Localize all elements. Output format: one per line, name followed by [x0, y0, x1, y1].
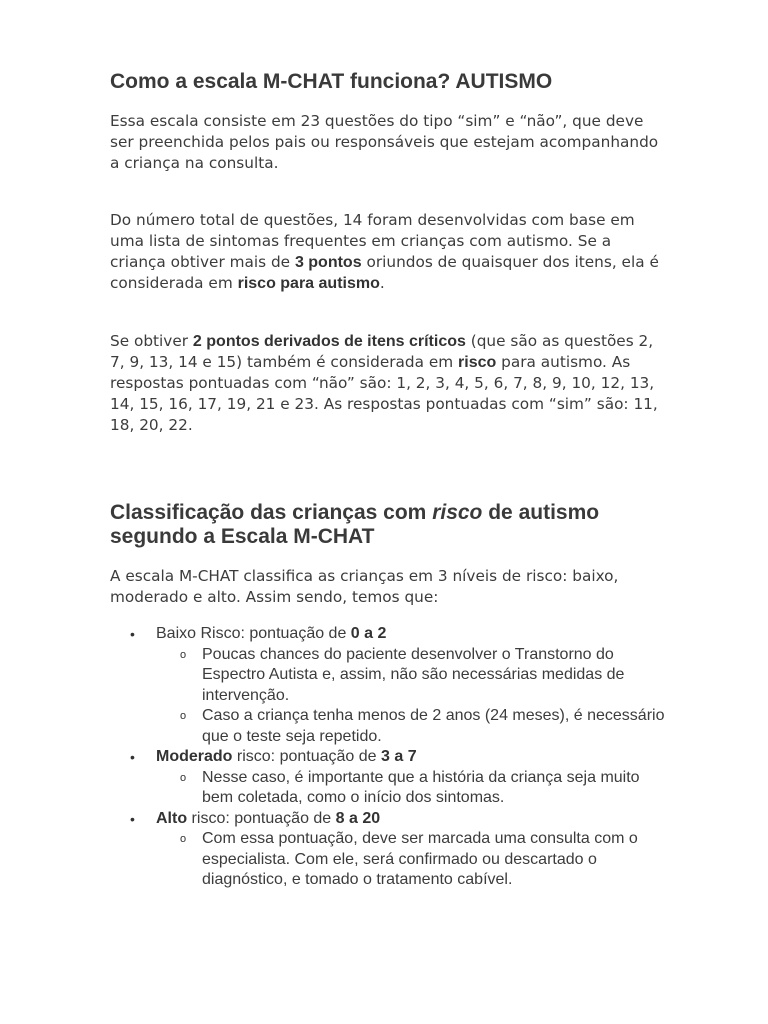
critical-text-e: para autismo. As respostas pontuadas com “não” são: 1, 2, 3, 4, 5, 6, 7, 8, 9, 10, 12, 13, 14, 15, 16, 17, 19, 21 e 23. As respostas pontuadas com “sim” são: 11, 18, 20, 22. — [110, 353, 658, 434]
sub-list-item — [130, 829, 670, 891]
risk-levels-list — [130, 624, 670, 891]
level-name: Alto — [156, 809, 188, 827]
circle-bullet-icon: o — [180, 648, 187, 661]
section-heading-italic: risco — [432, 501, 483, 524]
circle-bullet-icon: o — [180, 710, 187, 722]
level-text: risco: pontuação de — [232, 748, 381, 765]
level-range: 8 a 20 — [335, 809, 381, 827]
sub-list-item — [130, 706, 670, 747]
level-range: 0 a 2 — [350, 625, 387, 642]
criteria-text-a: Do número total de questões, 14 foram desenvolvidas com base em uma lista de sintomas frequentes em crianças com autismo. Se a criança obtiver mais de — [110, 211, 635, 271]
criteria-paragraph — [110, 210, 660, 294]
criteria-text-e: . — [379, 274, 385, 292]
section-heading-a: Classificação das crianças com — [110, 501, 433, 524]
criteria-bold-risk: risco para autismo — [237, 275, 380, 292]
circle-bullet-icon: o — [180, 833, 187, 845]
bullet-icon: • — [130, 626, 135, 642]
level-note: Nesse caso, é importante que a história da criança seja muito bem coletada, como o início dos sintomas. — [202, 768, 640, 806]
classification-intro: A escala M-CHAT classifica as crianças em 3 níveis de risco: baixo, moderado e alto. Assim sendo, temos que: — [110, 567, 619, 606]
sub-list-item — [130, 768, 670, 809]
criteria-bold-points: 3 pontos — [294, 254, 362, 271]
criteria-text-c: oriundos de quaisquer dos itens, ela é considerada em — [110, 253, 659, 292]
critical-bold-points: 2 pontos derivados de itens críticos — [192, 333, 466, 350]
level-note: Poucas chances do paciente desenvolver o Transtorno do Espectro Autista e, assim, não são necessárias medidas de intervenção. — [202, 645, 625, 704]
bullet-icon: • — [130, 749, 135, 765]
critical-items-paragraph — [110, 331, 660, 436]
level-text: risco: pontuação de — [187, 809, 336, 827]
critical-text-c: (que são as questões 2, 7, 9, 13, 14 e 15) também é considerada em — [110, 332, 654, 371]
list-item — [130, 809, 670, 830]
level-name: Moderado — [156, 748, 233, 765]
level-text: : pontuação de — [240, 625, 351, 642]
section-heading — [110, 501, 670, 549]
level-note: Com essa pontuação, deve ser marcada uma consulta com o especialista. Com ele, será confirmado ou descartado o diagnóstico, e tomado o tratamento cabível. — [202, 830, 638, 888]
list-item — [130, 624, 670, 645]
sub-list-item — [130, 645, 670, 707]
level-range: 3 a 7 — [381, 748, 417, 765]
page-title: Como a escala M-CHAT funciona? AUTISMO — [110, 70, 553, 93]
bullet-icon: • — [130, 810, 135, 827]
list-item — [130, 747, 670, 768]
intro-paragraph: Essa escala consiste em 23 questões do tipo “sim” e “não”, que deve ser preenchida pelos pais ou responsáveis que estejam acompanhando a criança na consulta. — [110, 112, 659, 172]
circle-bullet-icon: o — [180, 771, 187, 784]
section-heading-c: de autismo segundo a Escala M-CHAT — [110, 501, 600, 548]
critical-text-a: Se obtiver — [110, 332, 193, 350]
critical-bold-risk: risco — [458, 354, 497, 371]
level-name: Baixo Risco — [156, 625, 241, 642]
level-note: Caso a criança tenha menos de 2 anos (24 meses), é necessário que o teste seja repetido. — [202, 707, 665, 745]
